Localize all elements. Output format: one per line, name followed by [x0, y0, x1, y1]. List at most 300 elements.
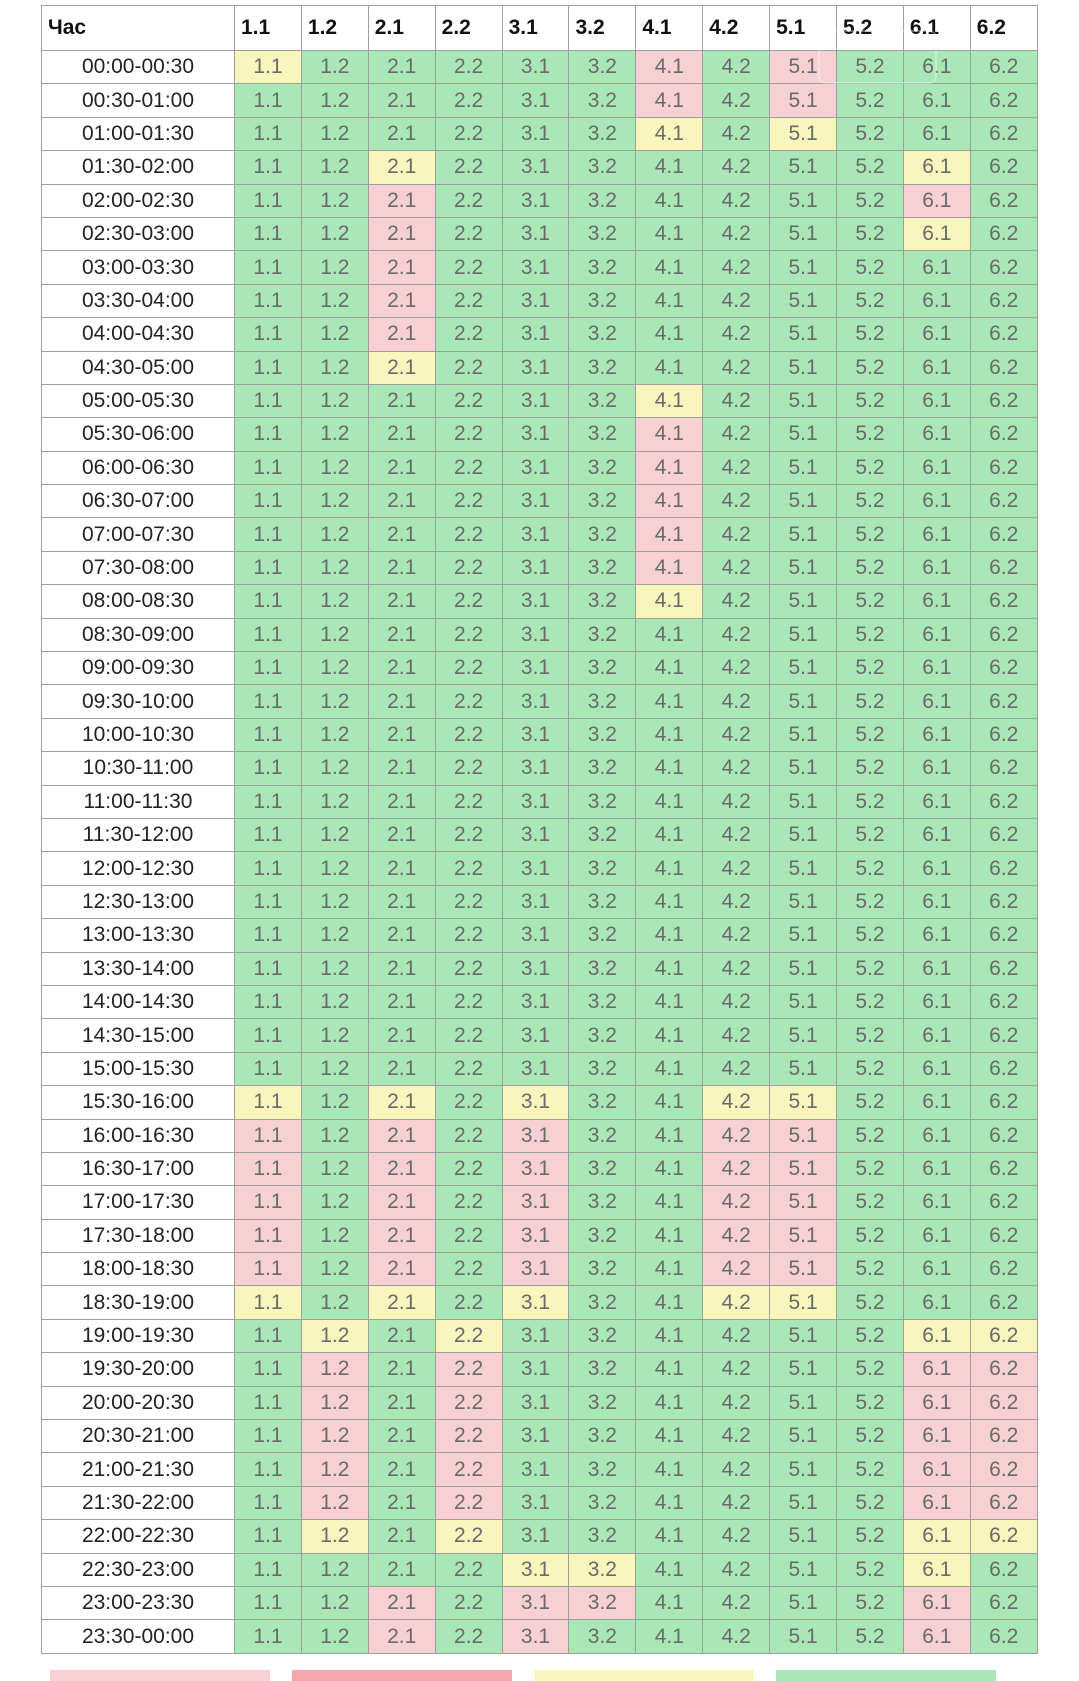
status-cell: 6.2: [970, 51, 1037, 84]
status-cell: 4.2: [703, 351, 770, 384]
status-cell: 6.2: [970, 1420, 1037, 1453]
status-cell: 5.2: [837, 1553, 904, 1586]
status-cell: 6.1: [903, 418, 970, 451]
status-cell: 3.2: [569, 1620, 636, 1653]
status-cell: 5.2: [837, 785, 904, 818]
status-cell: 3.1: [502, 1420, 569, 1453]
legend-item-on: [776, 1670, 996, 1681]
status-cell: 4.1: [636, 652, 703, 685]
status-cell: 1.2: [301, 451, 368, 484]
status-cell: 3.1: [502, 251, 569, 284]
status-cell: 3.1: [502, 1019, 569, 1052]
status-cell: 3.1: [502, 1386, 569, 1419]
time-slot: 14:00-14:30: [42, 985, 235, 1018]
status-cell: 1.1: [235, 885, 302, 918]
status-cell: 3.1: [502, 1586, 569, 1619]
header-group: 2.1: [368, 6, 435, 51]
status-cell: 6.1: [903, 451, 970, 484]
status-cell: 1.1: [235, 551, 302, 584]
status-cell: 1.2: [301, 1319, 368, 1352]
status-cell: 5.2: [837, 184, 904, 217]
status-cell: 5.1: [770, 1253, 837, 1286]
status-cell: 3.2: [569, 1319, 636, 1352]
status-cell: 6.2: [970, 985, 1037, 1018]
status-cell: 6.1: [903, 1253, 970, 1286]
status-cell: 3.1: [502, 284, 569, 317]
status-cell: 3.2: [569, 151, 636, 184]
table-row: [42, 418, 1038, 451]
status-cell: 6.1: [903, 84, 970, 117]
status-cell: 1.1: [235, 752, 302, 785]
status-cell: 5.1: [770, 852, 837, 885]
status-cell: 1.2: [301, 718, 368, 751]
status-cell: 2.1: [368, 652, 435, 685]
table-row: [42, 384, 1038, 417]
status-cell: 5.1: [770, 1219, 837, 1252]
status-cell: 2.1: [368, 1219, 435, 1252]
table-row: [42, 217, 1038, 250]
status-cell: 2.1: [368, 1086, 435, 1119]
status-cell: 3.1: [502, 418, 569, 451]
status-cell: 2.1: [368, 184, 435, 217]
status-cell: 5.2: [837, 84, 904, 117]
status-cell: 4.2: [703, 1319, 770, 1352]
status-cell: 1.1: [235, 1219, 302, 1252]
status-cell: 1.2: [301, 151, 368, 184]
status-cell: 5.2: [837, 919, 904, 952]
status-cell: 3.1: [502, 818, 569, 851]
status-cell: 2.2: [435, 184, 502, 217]
status-cell: 4.2: [703, 1353, 770, 1386]
table-row: [42, 952, 1038, 985]
status-cell: 2.2: [435, 1286, 502, 1319]
status-cell: 5.1: [770, 251, 837, 284]
status-cell: 4.2: [703, 418, 770, 451]
status-cell: 1.2: [301, 885, 368, 918]
status-cell: 3.1: [502, 618, 569, 651]
status-cell: 3.2: [569, 685, 636, 718]
status-cell: 3.2: [569, 84, 636, 117]
status-cell: 6.2: [970, 952, 1037, 985]
status-cell: 1.1: [235, 618, 302, 651]
status-cell: 4.1: [636, 952, 703, 985]
status-cell: 2.2: [435, 752, 502, 785]
status-cell: 5.1: [770, 418, 837, 451]
status-cell: 4.2: [703, 1253, 770, 1286]
status-cell: 1.1: [235, 985, 302, 1018]
header-group: 6.2: [970, 6, 1037, 51]
status-cell: 4.1: [636, 151, 703, 184]
status-cell: 5.2: [837, 818, 904, 851]
status-cell: 5.2: [837, 1052, 904, 1085]
status-cell: 4.1: [636, 84, 703, 117]
status-cell: 1.1: [235, 1353, 302, 1386]
table-row: [42, 518, 1038, 551]
time-slot: 22:00-22:30: [42, 1520, 235, 1553]
table-row: [42, 1253, 1038, 1286]
status-cell: 2.1: [368, 451, 435, 484]
status-cell: 4.2: [703, 151, 770, 184]
status-cell: 6.1: [903, 485, 970, 518]
status-cell: 3.1: [502, 1286, 569, 1319]
status-cell: 2.1: [368, 151, 435, 184]
status-cell: 1.2: [301, 1119, 368, 1152]
status-cell: 2.1: [368, 885, 435, 918]
status-cell: 4.1: [636, 1453, 703, 1486]
status-cell: 1.1: [235, 51, 302, 84]
status-cell: 3.1: [502, 1186, 569, 1219]
status-cell: 3.2: [569, 952, 636, 985]
status-cell: 6.2: [970, 1586, 1037, 1619]
status-cell: 4.1: [636, 284, 703, 317]
status-cell: 2.2: [435, 585, 502, 618]
status-cell: 5.1: [770, 585, 837, 618]
status-cell: 4.1: [636, 1253, 703, 1286]
status-cell: 2.2: [435, 418, 502, 451]
status-cell: 3.2: [569, 217, 636, 250]
status-cell: 1.1: [235, 1520, 302, 1553]
status-cell: 1.1: [235, 117, 302, 150]
status-cell: 1.2: [301, 418, 368, 451]
status-cell: 5.2: [837, 117, 904, 150]
time-slot: 19:00-19:30: [42, 1319, 235, 1352]
status-cell: 5.2: [837, 1119, 904, 1152]
table-row: [42, 1119, 1038, 1152]
status-cell: 6.1: [903, 985, 970, 1018]
time-slot: 15:00-15:30: [42, 1052, 235, 1085]
status-cell: 1.1: [235, 1420, 302, 1453]
status-cell: 5.2: [837, 351, 904, 384]
status-cell: 4.2: [703, 1219, 770, 1252]
status-cell: 3.2: [569, 1086, 636, 1119]
status-cell: 3.2: [569, 785, 636, 818]
status-cell: 1.1: [235, 1253, 302, 1286]
status-cell: 2.2: [435, 1420, 502, 1453]
time-slot: 11:00-11:30: [42, 785, 235, 818]
status-cell: 5.1: [770, 1620, 837, 1653]
status-cell: 3.1: [502, 518, 569, 551]
status-cell: 4.2: [703, 1486, 770, 1519]
status-cell: 3.2: [569, 284, 636, 317]
status-cell: 3.1: [502, 1319, 569, 1352]
status-cell: 5.2: [837, 852, 904, 885]
status-cell: 3.1: [502, 1219, 569, 1252]
status-cell: 6.2: [970, 785, 1037, 818]
status-cell: 5.1: [770, 1520, 837, 1553]
status-cell: 5.2: [837, 885, 904, 918]
status-cell: 5.1: [770, 384, 837, 417]
status-cell: 4.2: [703, 1386, 770, 1419]
status-cell: 6.1: [903, 1219, 970, 1252]
table-row: [42, 885, 1038, 918]
time-slot: 06:30-07:00: [42, 485, 235, 518]
status-cell: 4.2: [703, 1086, 770, 1119]
status-cell: 4.2: [703, 618, 770, 651]
status-cell: 5.1: [770, 618, 837, 651]
status-cell: 3.1: [502, 1253, 569, 1286]
status-cell: 2.1: [368, 1152, 435, 1185]
table-row: [42, 618, 1038, 651]
status-cell: 4.1: [636, 1353, 703, 1386]
status-cell: 4.1: [636, 919, 703, 952]
status-cell: 2.1: [368, 1319, 435, 1352]
status-cell: 2.2: [435, 985, 502, 1018]
status-cell: 4.1: [636, 885, 703, 918]
status-cell: 4.1: [636, 451, 703, 484]
status-cell: 2.1: [368, 1286, 435, 1319]
time-slot: 20:00-20:30: [42, 1386, 235, 1419]
header-group: 3.2: [569, 6, 636, 51]
status-cell: 4.1: [636, 384, 703, 417]
status-cell: 6.2: [970, 1353, 1037, 1386]
status-cell: 1.2: [301, 1086, 368, 1119]
status-cell: 2.2: [435, 1453, 502, 1486]
header-time: Час: [42, 6, 235, 51]
status-cell: 1.1: [235, 585, 302, 618]
status-cell: 2.2: [435, 51, 502, 84]
status-cell: 3.1: [502, 752, 569, 785]
status-cell: 3.1: [502, 84, 569, 117]
status-cell: 6.2: [970, 251, 1037, 284]
status-cell: 1.2: [301, 1453, 368, 1486]
time-slot: 19:30-20:00: [42, 1353, 235, 1386]
status-cell: 2.1: [368, 952, 435, 985]
status-cell: 6.2: [970, 1219, 1037, 1252]
status-cell: 4.1: [636, 518, 703, 551]
status-cell: 6.2: [970, 518, 1037, 551]
status-cell: 6.1: [903, 1119, 970, 1152]
status-cell: 4.1: [636, 618, 703, 651]
status-cell: 4.2: [703, 919, 770, 952]
time-slot: 16:00-16:30: [42, 1119, 235, 1152]
status-cell: 5.1: [770, 518, 837, 551]
status-cell: 5.1: [770, 1086, 837, 1119]
status-cell: 2.1: [368, 418, 435, 451]
time-slot: 01:30-02:00: [42, 151, 235, 184]
status-cell: 4.2: [703, 852, 770, 885]
status-cell: 5.1: [770, 1286, 837, 1319]
status-cell: 6.2: [970, 351, 1037, 384]
status-cell: 5.2: [837, 51, 904, 84]
status-cell: 2.2: [435, 1520, 502, 1553]
status-cell: 1.2: [301, 518, 368, 551]
status-cell: 6.1: [903, 1486, 970, 1519]
status-cell: 1.1: [235, 919, 302, 952]
table-row: [42, 1186, 1038, 1219]
status-cell: 2.2: [435, 451, 502, 484]
time-slot: 07:30-08:00: [42, 551, 235, 584]
status-cell: 3.1: [502, 718, 569, 751]
status-cell: 3.2: [569, 1019, 636, 1052]
status-cell: 5.2: [837, 1319, 904, 1352]
status-cell: 4.2: [703, 818, 770, 851]
table-row: [42, 818, 1038, 851]
status-cell: 2.2: [435, 618, 502, 651]
status-cell: 6.2: [970, 284, 1037, 317]
status-cell: 6.2: [970, 1286, 1037, 1319]
status-cell: 1.1: [235, 1620, 302, 1653]
status-cell: 6.1: [903, 351, 970, 384]
watermark-logo: [818, 30, 937, 84]
time-slot: 01:00-01:30: [42, 117, 235, 150]
status-cell: 1.1: [235, 685, 302, 718]
status-cell: 3.2: [569, 1353, 636, 1386]
status-cell: 6.1: [903, 752, 970, 785]
status-cell: 1.2: [301, 251, 368, 284]
status-cell: 3.2: [569, 585, 636, 618]
legend-item-possible: [534, 1670, 754, 1681]
status-cell: 3.1: [502, 985, 569, 1018]
status-cell: 5.1: [770, 1186, 837, 1219]
status-cell: 1.2: [301, 1019, 368, 1052]
status-cell: 5.1: [770, 1052, 837, 1085]
status-cell: 4.2: [703, 451, 770, 484]
status-cell: 6.2: [970, 1386, 1037, 1419]
status-cell: 1.1: [235, 1386, 302, 1419]
time-slot: 05:00-05:30: [42, 384, 235, 417]
status-cell: 2.1: [368, 1253, 435, 1286]
status-cell: 2.1: [368, 1386, 435, 1419]
status-cell: 2.2: [435, 84, 502, 117]
time-slot: 03:30-04:00: [42, 284, 235, 317]
table-row: [42, 1586, 1038, 1619]
time-slot: 21:30-22:00: [42, 1486, 235, 1519]
status-cell: 4.1: [636, 117, 703, 150]
status-cell: 1.2: [301, 1386, 368, 1419]
status-cell: 4.1: [636, 718, 703, 751]
time-slot: 09:30-10:00: [42, 685, 235, 718]
status-cell: 1.1: [235, 1286, 302, 1319]
status-cell: 5.1: [770, 1319, 837, 1352]
table-row: [42, 919, 1038, 952]
status-cell: 2.2: [435, 217, 502, 250]
status-cell: 5.2: [837, 518, 904, 551]
status-cell: 3.1: [502, 1520, 569, 1553]
table-row: [42, 685, 1038, 718]
status-cell: 1.1: [235, 1186, 302, 1219]
time-slot: 13:30-14:00: [42, 952, 235, 985]
status-cell: 6.2: [970, 1186, 1037, 1219]
table-row: [42, 1319, 1038, 1352]
status-cell: 2.1: [368, 685, 435, 718]
status-cell: 1.2: [301, 1219, 368, 1252]
status-cell: 1.1: [235, 84, 302, 117]
status-cell: 2.1: [368, 1553, 435, 1586]
status-cell: 2.1: [368, 51, 435, 84]
status-cell: 4.2: [703, 1520, 770, 1553]
status-cell: 3.1: [502, 451, 569, 484]
status-cell: 4.2: [703, 51, 770, 84]
status-cell: 5.2: [837, 585, 904, 618]
status-cell: 1.2: [301, 51, 368, 84]
status-cell: 6.2: [970, 1453, 1037, 1486]
status-cell: 6.1: [903, 251, 970, 284]
status-cell: 6.1: [903, 318, 970, 351]
status-cell: 6.2: [970, 685, 1037, 718]
status-cell: 6.2: [970, 652, 1037, 685]
status-cell: 6.1: [903, 1186, 970, 1219]
status-cell: 1.2: [301, 1253, 368, 1286]
table-body: [42, 51, 1038, 1654]
status-cell: 4.1: [636, 1119, 703, 1152]
status-cell: 2.1: [368, 318, 435, 351]
status-cell: 5.2: [837, 1586, 904, 1619]
status-cell: 3.1: [502, 485, 569, 518]
status-cell: 5.2: [837, 1453, 904, 1486]
status-cell: 5.1: [770, 485, 837, 518]
status-cell: 6.1: [903, 618, 970, 651]
status-cell: 4.2: [703, 1186, 770, 1219]
table-row: [42, 551, 1038, 584]
status-cell: 4.2: [703, 551, 770, 584]
table-row: [42, 1553, 1038, 1586]
table-row: [42, 852, 1038, 885]
status-cell: 2.1: [368, 1186, 435, 1219]
status-cell: 4.1: [636, 418, 703, 451]
status-cell: 1.2: [301, 485, 368, 518]
table-row: [42, 1152, 1038, 1185]
status-cell: 2.2: [435, 485, 502, 518]
header-group: 4.2: [703, 6, 770, 51]
table-row: [42, 985, 1038, 1018]
status-cell: 1.2: [301, 1486, 368, 1519]
status-cell: 2.2: [435, 1620, 502, 1653]
status-cell: 3.2: [569, 1219, 636, 1252]
status-cell: 6.2: [970, 1553, 1037, 1586]
status-cell: 6.2: [970, 151, 1037, 184]
status-cell: 6.1: [903, 685, 970, 718]
status-cell: 6.1: [903, 184, 970, 217]
time-slot: 21:00-21:30: [42, 1453, 235, 1486]
time-slot: 02:30-03:00: [42, 217, 235, 250]
status-cell: 6.2: [970, 1052, 1037, 1085]
status-cell: 2.1: [368, 919, 435, 952]
status-cell: 6.1: [903, 585, 970, 618]
status-cell: 4.2: [703, 485, 770, 518]
status-cell: 1.2: [301, 1286, 368, 1319]
status-cell: 3.1: [502, 1052, 569, 1085]
status-cell: 6.2: [970, 318, 1037, 351]
status-cell: 6.2: [970, 1019, 1037, 1052]
status-cell: 2.1: [368, 752, 435, 785]
header-group: 6.1: [903, 6, 970, 51]
status-cell: 5.2: [837, 1152, 904, 1185]
status-cell: 3.2: [569, 818, 636, 851]
status-cell: 1.1: [235, 952, 302, 985]
outage-schedule-table: [41, 5, 1038, 1654]
status-cell: 3.2: [569, 752, 636, 785]
status-cell: 5.1: [770, 652, 837, 685]
status-cell: 3.1: [502, 151, 569, 184]
status-cell: 4.1: [636, 1520, 703, 1553]
status-cell: 5.2: [837, 418, 904, 451]
status-cell: 5.2: [837, 1520, 904, 1553]
header-group: 2.2: [435, 6, 502, 51]
status-cell: 1.1: [235, 485, 302, 518]
status-cell: 4.1: [636, 318, 703, 351]
status-cell: 4.2: [703, 1286, 770, 1319]
table-row: [42, 1486, 1038, 1519]
status-cell: 1.1: [235, 1086, 302, 1119]
status-cell: 5.2: [837, 1186, 904, 1219]
status-cell: 1.2: [301, 84, 368, 117]
status-cell: 6.2: [970, 217, 1037, 250]
status-cell: 2.1: [368, 251, 435, 284]
status-cell: 1.2: [301, 1420, 368, 1453]
status-cell: 5.1: [770, 952, 837, 985]
status-cell: 6.2: [970, 618, 1037, 651]
status-cell: 6.1: [903, 217, 970, 250]
